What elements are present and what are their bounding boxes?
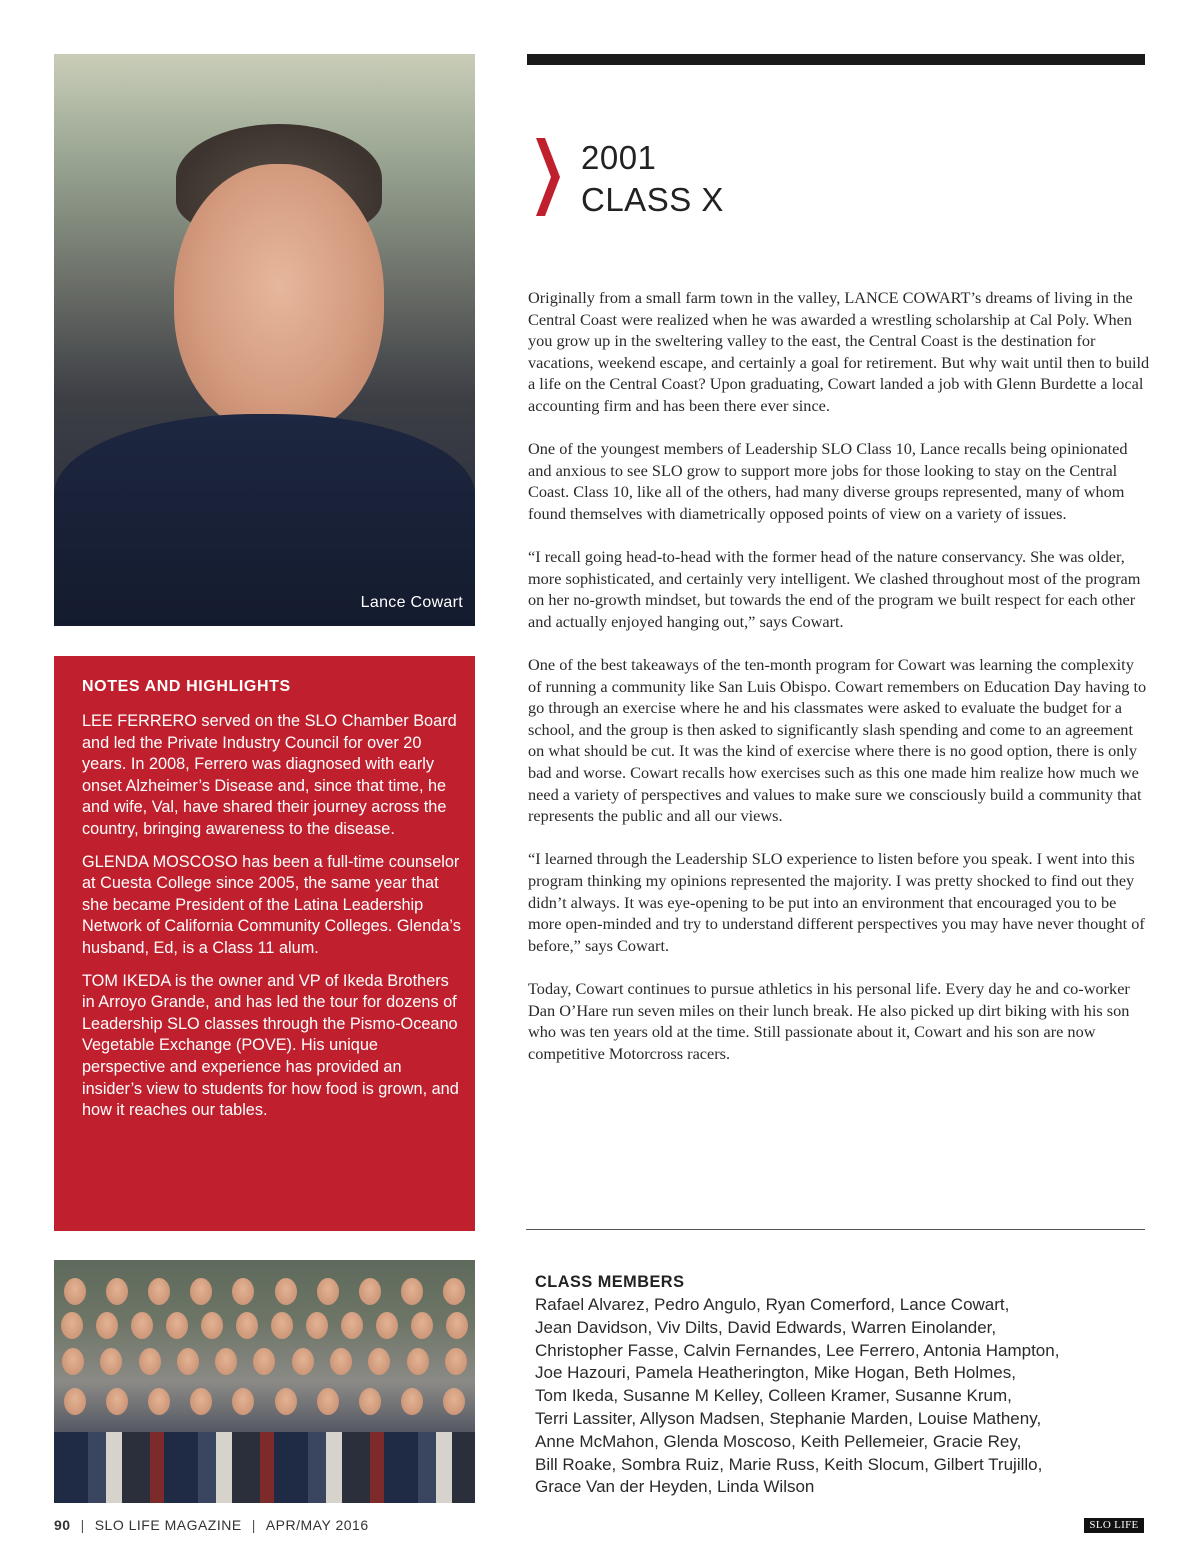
article-paragraph: Today, Cowart continues to pursue athletics in his personal life. Every day he and co-worker Dan O’Hare run seven miles on their lunch break. He also picked up dirt biking with his son who was ten years old at the time. Still passionate about it, Cowart and his son are now competitive Motorcross racers. — [528, 979, 1130, 1063]
members-list — [535, 1294, 1155, 1499]
members-line: Anne McMahon, Glenda Moscoso, Keith Pellemeier, Gracie Rey, — [535, 1431, 1022, 1451]
group-photo-row — [54, 1312, 475, 1339]
members-line: Bill Roake, Sombra Ruiz, Marie Russ, Keith Slocum, Gilbert Trujillo, — [535, 1454, 1043, 1474]
members-line: Grace Van der Heyden, Linda Wilson — [535, 1477, 815, 1497]
group-photo-row — [54, 1348, 475, 1375]
members-line: Tom Ikeda, Susanne M Kelley, Colleen Kramer, Susanne Krum, — [535, 1386, 1012, 1406]
members-line: Rafael Alvarez, Pedro Angulo, Ryan Comerford, Lance Cowart, — [535, 1295, 1010, 1314]
magazine-name: SLO LIFE MAGAZINE — [94, 1517, 242, 1533]
members-line: Joe Hazouri, Pamela Heatherington, Mike Hogan, Beth Holmes, — [535, 1363, 1016, 1383]
notes-paragraph: TOM IKEDA is the owner and VP of Ikeda Brothers in Arroyo Grande, and has led the tour for dozens of Leadership SLO classes through the Pismo-Oceano Vegetable Exchange (POVE). His unique perspective and experience has provided an insider’s view to students for how food is grown, and how it reaches our tables. — [82, 971, 459, 1120]
section-divider — [526, 1229, 1145, 1230]
class-members — [535, 1273, 1155, 1499]
members-line: Jean Davidson, Viv Dilts, David Edwards, Warren Einolander, — [535, 1317, 997, 1337]
page-heading — [581, 137, 724, 221]
notes-body — [82, 711, 462, 1133]
portrait-caption: Lance Cowart — [360, 594, 463, 611]
notes-paragraph: LEE FERRERO served on the SLO Chamber Board and led the Private Industry Council for over 20 years. In 2008, Ferrero was diagnosed with early onset Alzheimer’s Disease and, since that time, he and wife, Val, have shared their journey across the country, bringing awareness to the disease. — [82, 712, 457, 838]
group-photo — [54, 1260, 475, 1503]
members-title: CLASS MEMBERS — [535, 1273, 685, 1291]
article-paragraph: Originally from a small farm town in the valley, LANCE COWART’s dreams of living in the Central Coast were realized when he was awarded a wrestling scholarship at Cal Poly. When you grow up in the sweltering valley to the east, the Central Coast is the destination for vacations, weekend escape, and certainly a goal for retirement. But why wait until then to build a life on the Central Coast? Upon graduating, Cowart landed a job with Glenn Burdette a local accounting firm and has been there ever since. — [528, 288, 1150, 415]
article-paragraph: One of the best takeaways of the ten-month program for Cowart was learning the complexity of running a community like San Luis Obispo. Cowart remembers on Education Day having to go through an exercise where he and his classmates were asked to evaluate the budget for a school, and the group is then asked to significantly slash spending and come to an agreement on what should be cut. It was the kind of exercise where there is no good option, there is only bad and worse. Cowart recalls how exercises such as this one made him realize how much we need a variety of perspectives and values to make sure we consciously build a community that represents the public and all our views. — [528, 655, 1147, 826]
heading-year: 2001 — [581, 139, 657, 176]
notes-title: NOTES AND HIGHLIGHTS — [82, 678, 291, 695]
chevron-right-icon — [536, 138, 560, 216]
article-body — [528, 287, 1150, 1086]
slo-life-logo: SLO LIFE — [1084, 1518, 1144, 1533]
page-footer — [54, 1517, 369, 1533]
members-line: Terri Lassiter, Allyson Madsen, Stephanie Marden, Louise Matheny, — [535, 1408, 1042, 1428]
heading-class: CLASS X — [581, 181, 724, 218]
top-rule — [527, 54, 1145, 65]
portrait-face — [174, 164, 384, 434]
members-line: Christopher Fasse, Calvin Fernandes, Lee Ferrero, Antonia Hampton, — [535, 1340, 1060, 1360]
issue-date: APR/MAY 2016 — [265, 1517, 369, 1533]
group-photo-row — [54, 1388, 475, 1415]
article-paragraph: One of the youngest members of Leadership SLO Class 10, Lance recalls being opinionated and anxious to see SLO grow to support more jobs for those looking to stay on the Central Coast. Class 10, like all of the others, had many diverse groups represented, many of whom found themselves with diametrically opposed points of view on a variety of issues. — [528, 439, 1128, 523]
notes-box — [54, 656, 475, 1231]
group-photo-row — [54, 1278, 475, 1305]
notes-paragraph: GLENDA MOSCOSO has been a full-time counselor at Cuesta College since 2005, the same year that she became President of the Latina Leadership Network of California Community Colleges. Glenda’s husband, Ed, is a Class 11 alum. — [82, 852, 461, 957]
article-paragraph: “I recall going head-to-head with the former head of the nature conservancy. She was older, more sophisticated, and certainly very intelligent. We clashed throughout most of the program on her no-growth mindset, but towards the end of the program we built respect for each other and actually enjoyed hanging out,” says Cowart. — [528, 547, 1141, 631]
page-number: 90 — [54, 1517, 71, 1533]
footer-separator: | — [251, 1517, 256, 1533]
footer-separator: | — [80, 1517, 85, 1533]
article-paragraph: “I learned through the Leadership SLO experience to listen before you speak. I went into this program thinking my opinions represented the majority. I was pretty shocked to find out they didn’t always. It was eye-opening to be put into an environment that encouraged you to be more open-minded and try to understand different perspectives you may have never thought of before,” says Cowart. — [528, 849, 1145, 955]
portrait-photo — [54, 54, 475, 626]
group-photo-clothing — [54, 1432, 475, 1503]
